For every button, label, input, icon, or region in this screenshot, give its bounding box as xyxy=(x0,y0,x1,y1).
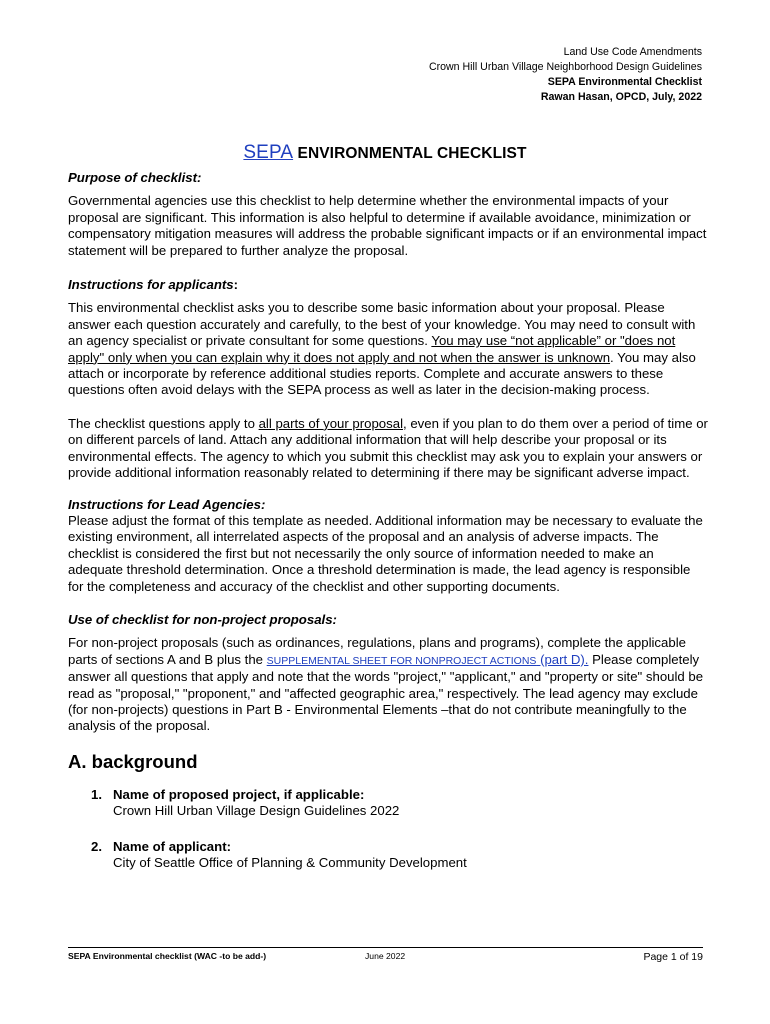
applicants-p2-b: , even if you plan to do them over a period of time or on different parcels of land. Attach any additional information that will help describe your proposal or its environmental effects. The agency to which you submit this checklist may ask you to explain your answers or provide additional information reasonably related to determining if there may be significant adverse impact. xyxy=(68,415,708,481)
applicants-heading-text: Instructions for applicants xyxy=(68,277,234,293)
part-d-link[interactable]: (part D). xyxy=(536,651,589,667)
purpose-heading: Purpose of checklist: xyxy=(68,170,202,185)
applicants-heading-colon: : xyxy=(233,277,239,293)
question-1-label: Name of proposed project, if applicable: xyxy=(113,786,365,802)
question-1-answer: Crown Hill Urban Village Design Guidelines 2022 xyxy=(113,803,400,819)
lead-agencies-heading: Instructions for Lead Agencies: xyxy=(68,496,266,512)
nonproject-text-b: Please completely answer all questions that apply and note that the words "project," "applicant," and "property or site" should be read as "proposal," "proponent," and "affected geographic area," respectively. The lead agency may exclude (for non-projects) questions in Part B - Environmental Elements –that do not contribute meaningfully to the analysis of the proposal. xyxy=(68,651,704,734)
title-text: ENVIRONMENTAL CHECKLIST xyxy=(293,145,527,162)
applicants-paragraph-2 xyxy=(68,416,708,482)
applicants-p2-underlined: all parts of your proposal xyxy=(258,415,403,431)
applicants-p1-underlined: You may use “not applicable” or "does not apply" only when you can explain why it does not apply and not when the answer is unknown xyxy=(68,333,676,365)
applicants-p1-a: This environmental checklist asks you to describe some basic information about your proposal. Please answer each question accurately and carefully, to the best of your knowledge. You may need to consult with an agency specialist or private consultant for some questions. xyxy=(68,300,696,349)
applicants-p1-b: . You may also attach or incorporate by reference additional studies reports. Complete and accurate answers to these questions often avoid delays with the SEPA process as well as later in the decision-making process. xyxy=(68,349,696,398)
document-body xyxy=(68,170,708,871)
header-line-2: Crown Hill Urban Village Neighborhood Design Guidelines xyxy=(428,61,702,73)
page-title xyxy=(0,142,770,164)
header-line-4: Rawan Hasan, OPCD, July, 2022 xyxy=(540,91,702,103)
applicants-paragraph-1 xyxy=(68,300,708,398)
running-header xyxy=(429,45,702,105)
question-2-label: Name of applicant: xyxy=(113,838,231,854)
applicants-p2-a: The checklist questions apply to xyxy=(68,415,259,431)
section-a-heading: A. background xyxy=(68,750,198,772)
applicants-heading xyxy=(68,277,708,293)
question-1 xyxy=(91,787,708,820)
supplemental-sheet-link[interactable]: SUPPLEMENTAL SHEET FOR NONPROJECT ACTIONS xyxy=(266,654,537,667)
nonproject-paragraph xyxy=(68,635,708,734)
question-2-number: 2. xyxy=(91,838,102,854)
header-line-3: SEPA Environmental Checklist xyxy=(547,76,702,88)
question-2 xyxy=(91,839,708,872)
purpose-paragraph: Governmental agencies use this checklist to help determine whether the environmental impacts of your proposal are significant. This information is also helpful to determine if available avoidance, minimization or compensatory mitigation measures will address the probable significant impacts or if an environmental impact statement will be prepared to further analyze the proposal. xyxy=(68,193,707,258)
footer-date: June 2022 xyxy=(365,951,406,961)
header-line-1: Land Use Code Amendments xyxy=(563,46,702,58)
page-footer xyxy=(68,947,703,963)
sepa-link[interactable]: SEPA xyxy=(243,142,294,163)
nonproject-heading: Use of checklist for non-project proposals: xyxy=(68,611,337,627)
question-2-answer: City of Seattle Office of Planning & Community Development xyxy=(113,855,467,870)
footer-left: SEPA Environmental checklist (WAC -to be add-) xyxy=(68,951,267,961)
page-number: Page 1 of 19 xyxy=(643,951,703,963)
question-1-number: 1. xyxy=(91,786,102,802)
lead-agencies-paragraph: Please adjust the format of this template as needed. Additional information may be necessary to evaluate the existing environment, all interrelated aspects of the proposal and an analysis of adverse impacts. The checklist is considered the first but not necessarily the only source of information needed to make an adequate threshold determination. Once a threshold determination is made, the lead agency is responsible for the completeness and accuracy of the checklist and other supporting documents. xyxy=(68,512,703,594)
nonproject-text-a: For non-project proposals (such as ordinances, regulations, plans and programs), complete the applicable parts of sections A and B plus the xyxy=(68,635,686,667)
